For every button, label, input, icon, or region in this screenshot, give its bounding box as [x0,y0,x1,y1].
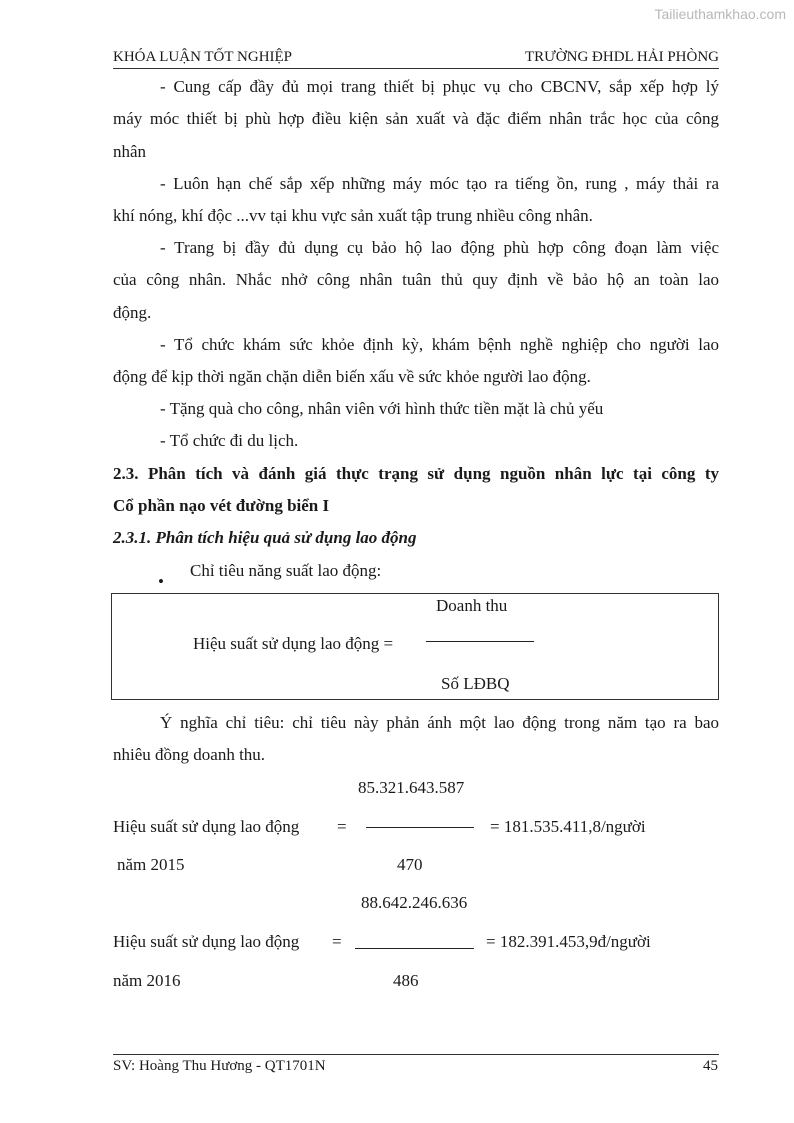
paragraph-line: máy móc thiết bị phù hợp điều kiện sản xuất và đặc điểm nhân trắc học của công [113,109,719,128]
calc-2015-denominator: 470 [397,855,423,874]
section-title: Cổ phần nạo vét đường biển I [113,496,330,515]
section-title: 2.3. Phân tích và đánh giá thực trạng sử dụng nguồn nhân lực tại công ty [113,464,719,483]
calc-2016-result: = 182.391.453,9đ/người [486,932,651,951]
footer-divider [113,1054,719,1055]
fraction-bar [426,641,534,642]
fraction-bar [355,948,474,949]
header-right: TRƯỜNG ĐHDL HẢI PHÒNG [525,49,719,65]
subsection-title: 2.3.1. Phân tích hiệu quả sử dụng lao động [113,528,417,547]
header-divider [113,68,719,69]
formula-numerator: Doanh thu [436,596,508,615]
bullet-text: Chỉ tiêu năng suất lao động: [190,561,382,580]
paragraph-line: - Trang bị đầy đủ dụng cụ bảo hộ lao động phù hợp công đoạn làm việc [160,238,719,257]
calc-2016-label: Hiệu suất sử dụng lao động [113,932,300,951]
calc-2015-numerator: 85.321.643.587 [358,778,465,797]
calc-2015-label: Hiệu suất sử dụng lao động [113,817,300,836]
paragraph-line: - Luôn hạn chế sắp xếp những máy móc tạo ra tiếng ồn, rung , máy thải ra [160,174,719,193]
paragraph-line: động để kịp thời ngăn chặn diễn biến xấu về sức khỏe người lao động. [113,367,591,386]
calc-2016-equals: = [332,932,342,951]
header-left: KHÓA LUẬN TỐT NGHIỆP [113,49,293,65]
paragraph-line: - Tổ chức đi du lịch. [160,431,299,450]
paragraph-line: khí nóng, khí độc ...vv tại khu vực sản xuất tập trung nhiều công nhân. [113,206,593,225]
page-number: 45 [703,1058,718,1074]
paragraph-line: - Cung cấp đầy đủ mọi trang thiết bị phục vụ cho CBCNV, sắp xếp hợp lý [160,77,719,96]
formula-label: Hiệu suất sử dụng lao động = [193,634,394,653]
bullet-icon: • [158,572,164,591]
watermark: Tailieuthamkhao.com [654,6,786,22]
paragraph-line: nhiêu đồng doanh thu. [113,745,266,764]
paragraph-line: của công nhân. Nhắc nhở công nhân tuân thủ quy định về bảo hộ an toàn lao [113,270,719,289]
calc-2016-denominator: 486 [393,971,419,990]
calc-2016-numerator: 88.642.246.636 [361,893,468,912]
calc-2015-year: năm 2015 [117,855,185,874]
footer-left: SV: Hoàng Thu Hương - QT1701N [113,1058,326,1074]
formula-denominator: Số LĐBQ [441,674,510,693]
paragraph-line: nhân [113,142,147,161]
paragraph-line: động. [113,303,152,322]
calc-2015-equals: = [337,817,347,836]
fraction-bar [366,827,474,828]
paragraph-line: - Tổ chức khám sức khỏe định kỳ, khám bệnh nghề nghiệp cho người lao [160,335,719,354]
paragraph-line: Ý nghĩa chỉ tiêu: chỉ tiêu này phản ánh một lao động trong năm tạo ra bao [160,713,719,732]
paragraph-line: - Tặng quà cho công, nhân viên với hình thức tiền mặt là chủ yếu [160,399,604,418]
calc-2016-year: năm 2016 [113,971,181,990]
calc-2015-result: = 181.535.411,8/người [490,817,646,836]
